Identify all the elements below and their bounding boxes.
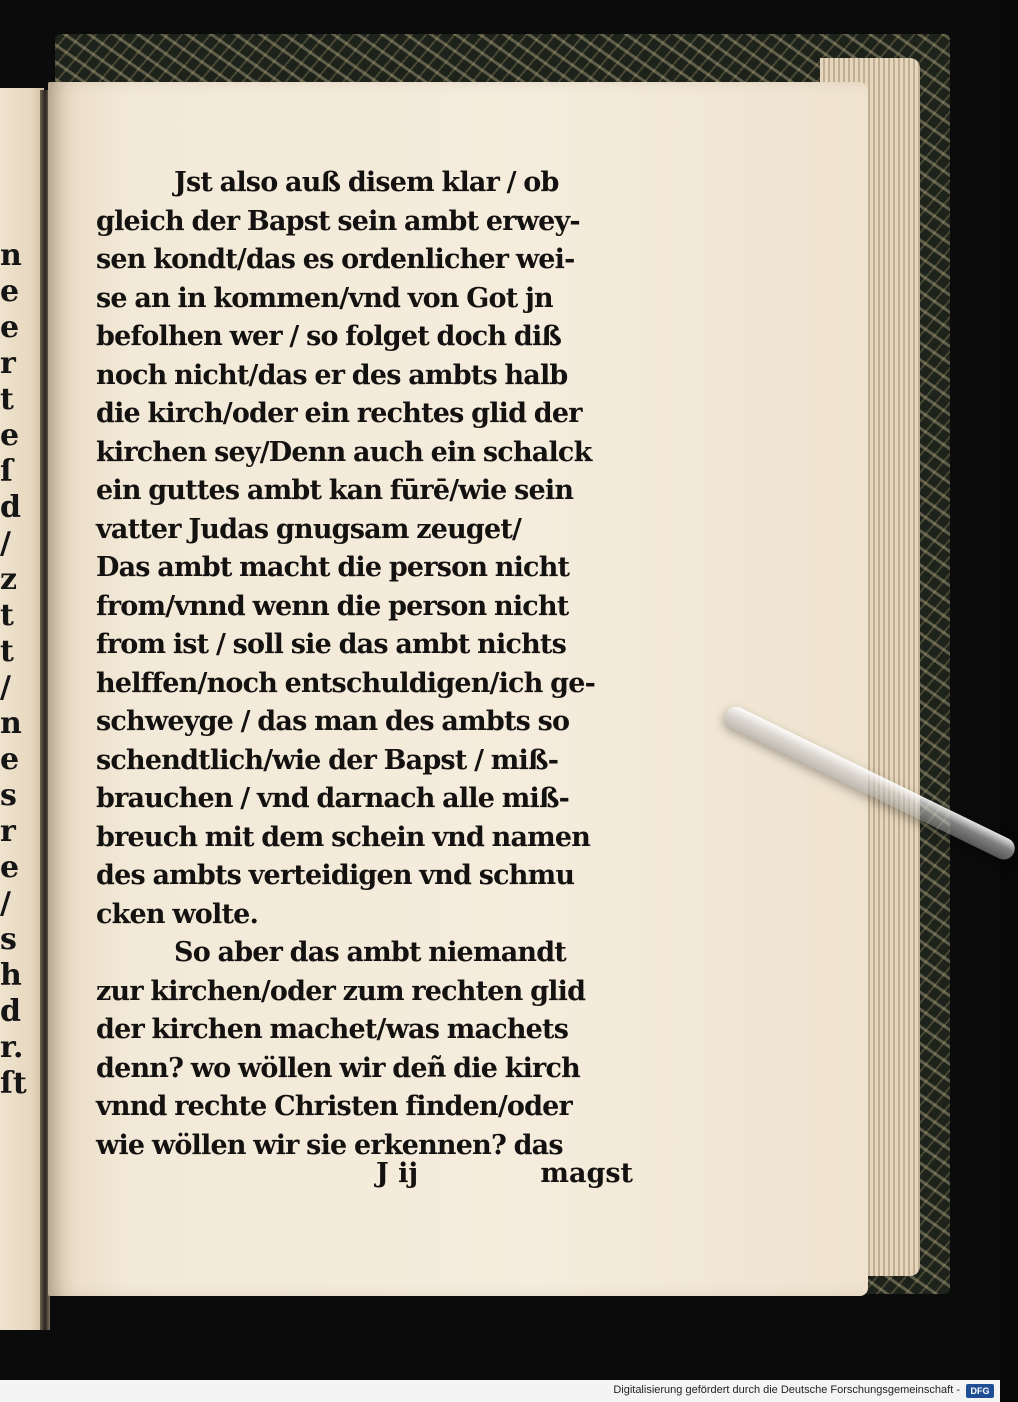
text-line: wie wöllen wir sie erkennen? das	[96, 1129, 563, 1161]
credit-bar	[0, 1380, 1000, 1402]
left-edge-glyph: e	[0, 850, 20, 885]
text-line: se an in kommen/vnd von Got jn	[96, 282, 553, 314]
left-page	[0, 88, 44, 1330]
text-line: des ambts verteidigen vnd schmu	[96, 860, 575, 891]
left-edge-glyph: e	[0, 310, 20, 345]
left-page-text-edge	[0, 238, 27, 1102]
text-line: from/vnnd wenn die person nicht	[96, 590, 569, 622]
text-line: So aber das ambt niemandt	[174, 937, 566, 968]
left-edge-glyph: d	[0, 994, 21, 1029]
text-line: brauchen / vnd darnach alle miß‑	[96, 783, 570, 814]
page-text-block	[96, 164, 641, 1165]
text-line: denn? wo wöllen wir deñ die kirch	[96, 1052, 580, 1084]
text-line: Jst also auß disem klar / ob	[174, 167, 559, 198]
text-line: gleich der Bapst sein ambt erwey‑	[96, 205, 580, 237]
left-edge-glyph: ſ	[0, 454, 13, 489]
text-line: vatter Judas gnugsam zeuget/	[96, 513, 522, 545]
text-line: die kirch/oder ein rechtes glid der	[96, 398, 582, 429]
left-edge-glyph: r	[0, 814, 16, 849]
left-edge-glyph: /	[0, 886, 11, 921]
left-edge-glyph: n	[0, 238, 22, 273]
text-line: sen kondt/das es ordenlicher wei‑	[96, 244, 575, 275]
text-line: noch nicht/das er des ambts halb	[96, 359, 568, 391]
left-edge-glyph: h	[0, 958, 22, 993]
left-edge-glyph: d	[0, 490, 21, 525]
page-footer	[96, 1158, 641, 1198]
left-edge-glyph: z	[0, 562, 18, 597]
left-edge-glyph: n	[0, 706, 22, 741]
left-edge-glyph: s	[0, 778, 17, 813]
text-line: kirchen sey/Denn auch ein schalck	[96, 436, 592, 468]
left-edge-glyph: s	[0, 922, 17, 957]
left-edge-glyph: /	[0, 526, 11, 561]
dfg-logo: DFG	[966, 1384, 994, 1398]
left-edge-glyph: /	[0, 670, 11, 705]
catchword: magst	[540, 1158, 633, 1189]
text-line: ein guttes ambt kan fūrē/wie sein	[96, 475, 574, 506]
text-line: from ist / soll sie das ambt nichts	[96, 629, 566, 660]
text-line: breuch mit dem schein vnd namen	[96, 821, 591, 853]
left-edge-glyph: e	[0, 742, 20, 777]
text-line: befolhen wer / so folget doch diß	[96, 321, 562, 352]
left-edge-glyph: r	[0, 346, 16, 381]
left-edge-glyph: t	[0, 634, 14, 669]
left-edge-glyph: t	[0, 598, 14, 633]
text-line: vnnd rechte Christen finden/oder	[96, 1091, 572, 1122]
text-line: der kirchen machet/was machets	[96, 1014, 569, 1045]
left-edge-glyph: t	[0, 382, 14, 417]
text-line: schweyge / das man des ambts so	[96, 706, 570, 737]
left-edge-glyph: e	[0, 418, 20, 453]
text-line: helffen/noch entschuldigen/ich ge‑	[96, 667, 595, 699]
signature-mark: J ij	[376, 1158, 419, 1189]
text-line: zur kirchen/oder zum rechten glid	[96, 975, 586, 1007]
credit-text: Digitalisierung gefördert durch die Deutsche Forschungsgemeinschaft -	[613, 1384, 960, 1396]
left-edge-glyph: ſt	[0, 1066, 27, 1101]
left-edge-glyph: r.	[0, 1030, 24, 1065]
text-line: schendtlich/wie der Bapst / miß‑	[96, 744, 559, 776]
text-line: Das ambt macht die person nicht	[96, 552, 570, 583]
left-edge-glyph: e	[0, 274, 20, 309]
text-line: cken wolte.	[96, 898, 259, 930]
